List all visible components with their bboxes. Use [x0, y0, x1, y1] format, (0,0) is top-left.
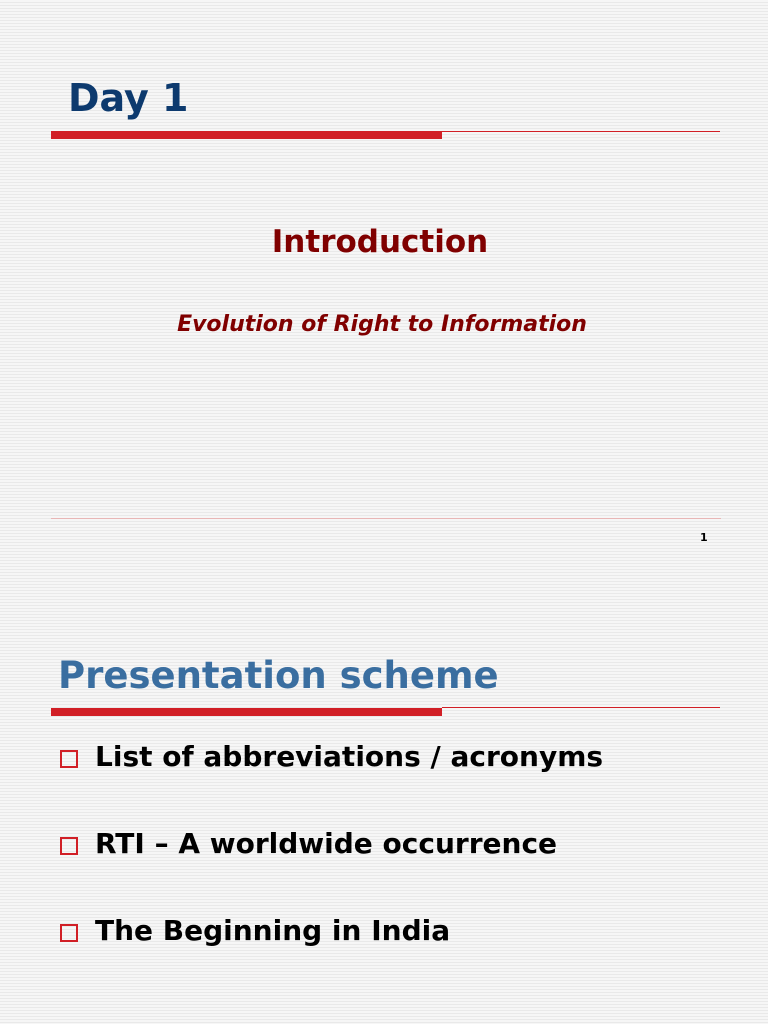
page-number: 1 [700, 531, 708, 544]
bullet-text: List of abbreviations / acronyms [95, 740, 604, 773]
title-underline-thick [51, 708, 442, 716]
square-bullet-icon [60, 837, 78, 855]
slide-2 [0, 600, 768, 1024]
intro-subheading: Evolution of Right to Information [177, 312, 587, 337]
title-underline-thick [51, 131, 442, 139]
square-bullet-icon [60, 924, 78, 942]
intro-heading: Introduction [271, 224, 489, 260]
slide-title: Presentation scheme [58, 654, 499, 697]
bullet-text: RTI – A worldwide occurrence [95, 827, 558, 860]
bullet-text: The Beginning in India [95, 914, 451, 947]
title-underline-thin [442, 707, 720, 708]
title-underline-thin [442, 131, 720, 132]
square-bullet-icon [60, 750, 78, 768]
slide-title: Day 1 [68, 76, 189, 120]
footer-divider [51, 518, 721, 519]
